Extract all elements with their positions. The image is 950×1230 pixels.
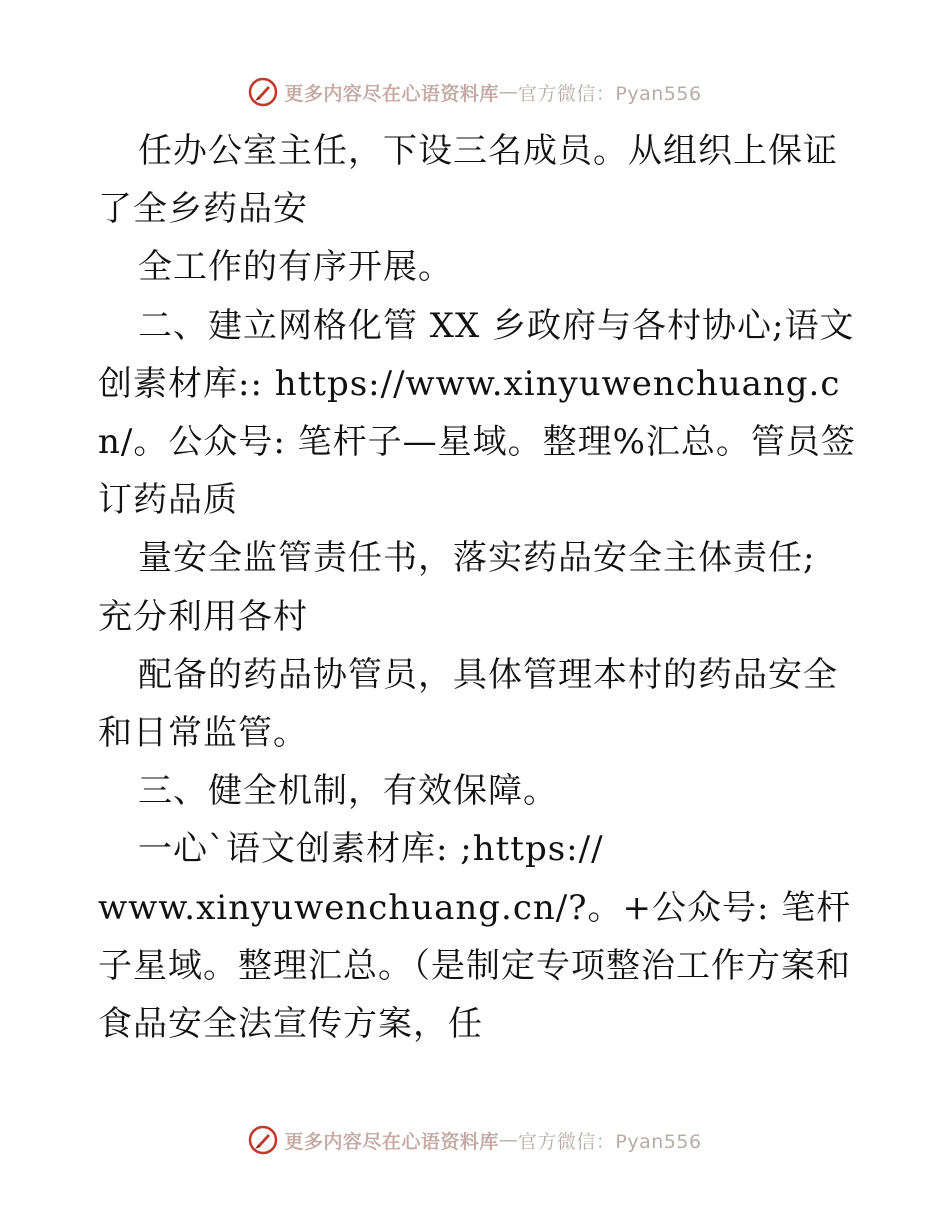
paragraph-4: 量安全监管责任书，落实药品安全主体责任; 充分利用各村 (98, 538, 828, 637)
page-footer-watermark (0, 1120, 950, 1160)
paragraph-8: www.xinyuwenchuang.cn/?。+公众号: 笔杆子星域。整理汇总。（是制定专项整治工作方案和食品安全法宣传方案，任 (98, 887, 852, 1045)
paragraph-5: 配备的药品协管员，具体管理本村的药品安全和日常监管。 (98, 654, 838, 754)
footer-brand-text: 更多内容尽在心语资料库 (284, 1130, 499, 1153)
document-body (98, 122, 858, 1053)
paragraph-7: 一心`语文创素材库: ;https:// (138, 829, 604, 870)
paragraph-1: 任办公室主任，下设三名成员。从组织上保证了全乡药品安 (98, 131, 838, 230)
footer-wechat-label: 官方微信：Pyan556 (517, 1130, 702, 1153)
header-separator: — (498, 81, 518, 103)
quill-logo-icon (248, 1125, 278, 1155)
page-header-watermark (0, 72, 950, 112)
paragraph-3: 二、建立网格化管 XX 乡政府与各村协心;语文创素材库:: https://www.xinyuwenchuang.cn/。公众号: 笔杆子—星域。整理%汇总。管员签订药品质 (98, 305, 856, 521)
header-brand-text: 更多内容尽在心语资料库 (284, 82, 499, 105)
paragraph-6: 三、健全机制，有效保障。 (138, 771, 558, 812)
quill-logo-icon (248, 77, 278, 107)
paragraph-2: 全工作的有序开展。 (138, 247, 453, 288)
header-wechat-label: 官方微信：Pyan556 (517, 82, 702, 105)
footer-separator: — (498, 1129, 518, 1151)
